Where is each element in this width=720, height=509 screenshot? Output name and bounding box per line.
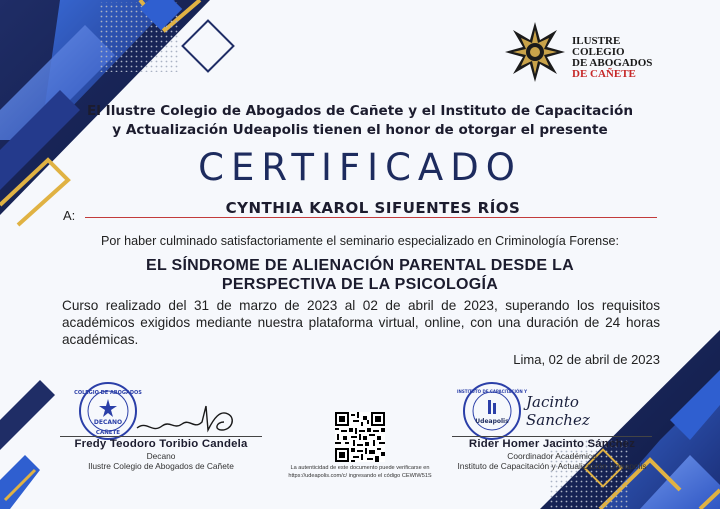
issue-date: Lima, 02 de abril de 2023	[513, 352, 660, 367]
verification-note: La autenticidad de este documento puede verificarse en	[290, 465, 430, 471]
signature-line	[452, 436, 652, 437]
institute-seal-icon	[457, 381, 527, 441]
course-details: Curso realizado del 31 de marzo de 2023 al 02 de abril de 2023, superando los requisitos académicos exigidos mediante nuestra plataforma virtual, online, con una duración de 24 horas académicas.	[62, 298, 660, 347]
logo-line: COLEGIO	[572, 46, 625, 58]
recipient-underline	[85, 217, 657, 218]
recipient-name: CYNTHIA KAROL SIFUENTES RÍOS	[225, 199, 521, 217]
logo-line: DE CAÑETE	[572, 68, 636, 80]
intro-text	[60, 102, 660, 140]
coordinator-organization: Instituto de Capacitación y Actualización Udeapolis	[457, 461, 647, 471]
dean-name: Fredy Teodoro Toribio Candela	[74, 438, 248, 450]
course-title-line: EL SÍNDROME DE ALIENACIÓN PARENTAL DESDE LA	[145, 257, 575, 274]
dean-seal-icon	[74, 381, 142, 441]
logo-line: ILUSTRE	[572, 35, 621, 47]
verification-qr-code[interactable]	[335, 412, 385, 462]
intro-line: El Ilustre Colegio de Abogados de Cañete y el Instituto de Capacitación	[86, 103, 634, 119]
course-title	[80, 256, 640, 294]
certificate-title: CERTIFICADO	[198, 146, 522, 189]
bar-association-logo-icon	[503, 20, 567, 84]
signature-line	[60, 436, 262, 437]
intro-line: y Actualización Udeapolis tienen el honor de otorgar el presente	[112, 122, 608, 138]
seal-bottom-text: CAÑETE	[95, 430, 121, 436]
coordinator-name: Rider Homer Jacinto Sánchez	[468, 438, 636, 450]
outline-diamond	[183, 21, 234, 72]
dean-signature	[132, 400, 242, 436]
course-title-line: PERSPECTIVA DE LA PSICOLOGÍA	[221, 276, 499, 293]
award-reason: Por haber culminado satisfactoriamente el seminario especializado en Criminología Forense:	[100, 234, 619, 248]
seal-top-text: INSTITUTO DE CAPACITACIÓN Y	[457, 389, 527, 394]
logo-wordmark	[572, 36, 682, 80]
seal-top-text: COLEGIO DE ABOGADOS	[74, 390, 142, 396]
dean-role: Decano	[146, 451, 176, 461]
seal-mid-text: DECANO	[93, 419, 123, 426]
coordinator-signature: Jacinto Sanchez	[526, 393, 590, 429]
dean-organization: Ilustre Colegio de Abogados de Cañete	[88, 461, 234, 471]
seal-mid-text: Udeapolis	[475, 418, 509, 425]
recipient-label: A:	[63, 208, 76, 223]
corner-shape-navy	[0, 380, 55, 450]
verification-code: https://udeapolis.com/c/ ingresando el código CEWIW51S	[288, 473, 432, 479]
logo-line: DE ABOGADOS	[572, 57, 653, 69]
coordinator-role: Coordinador Académico	[507, 451, 597, 461]
